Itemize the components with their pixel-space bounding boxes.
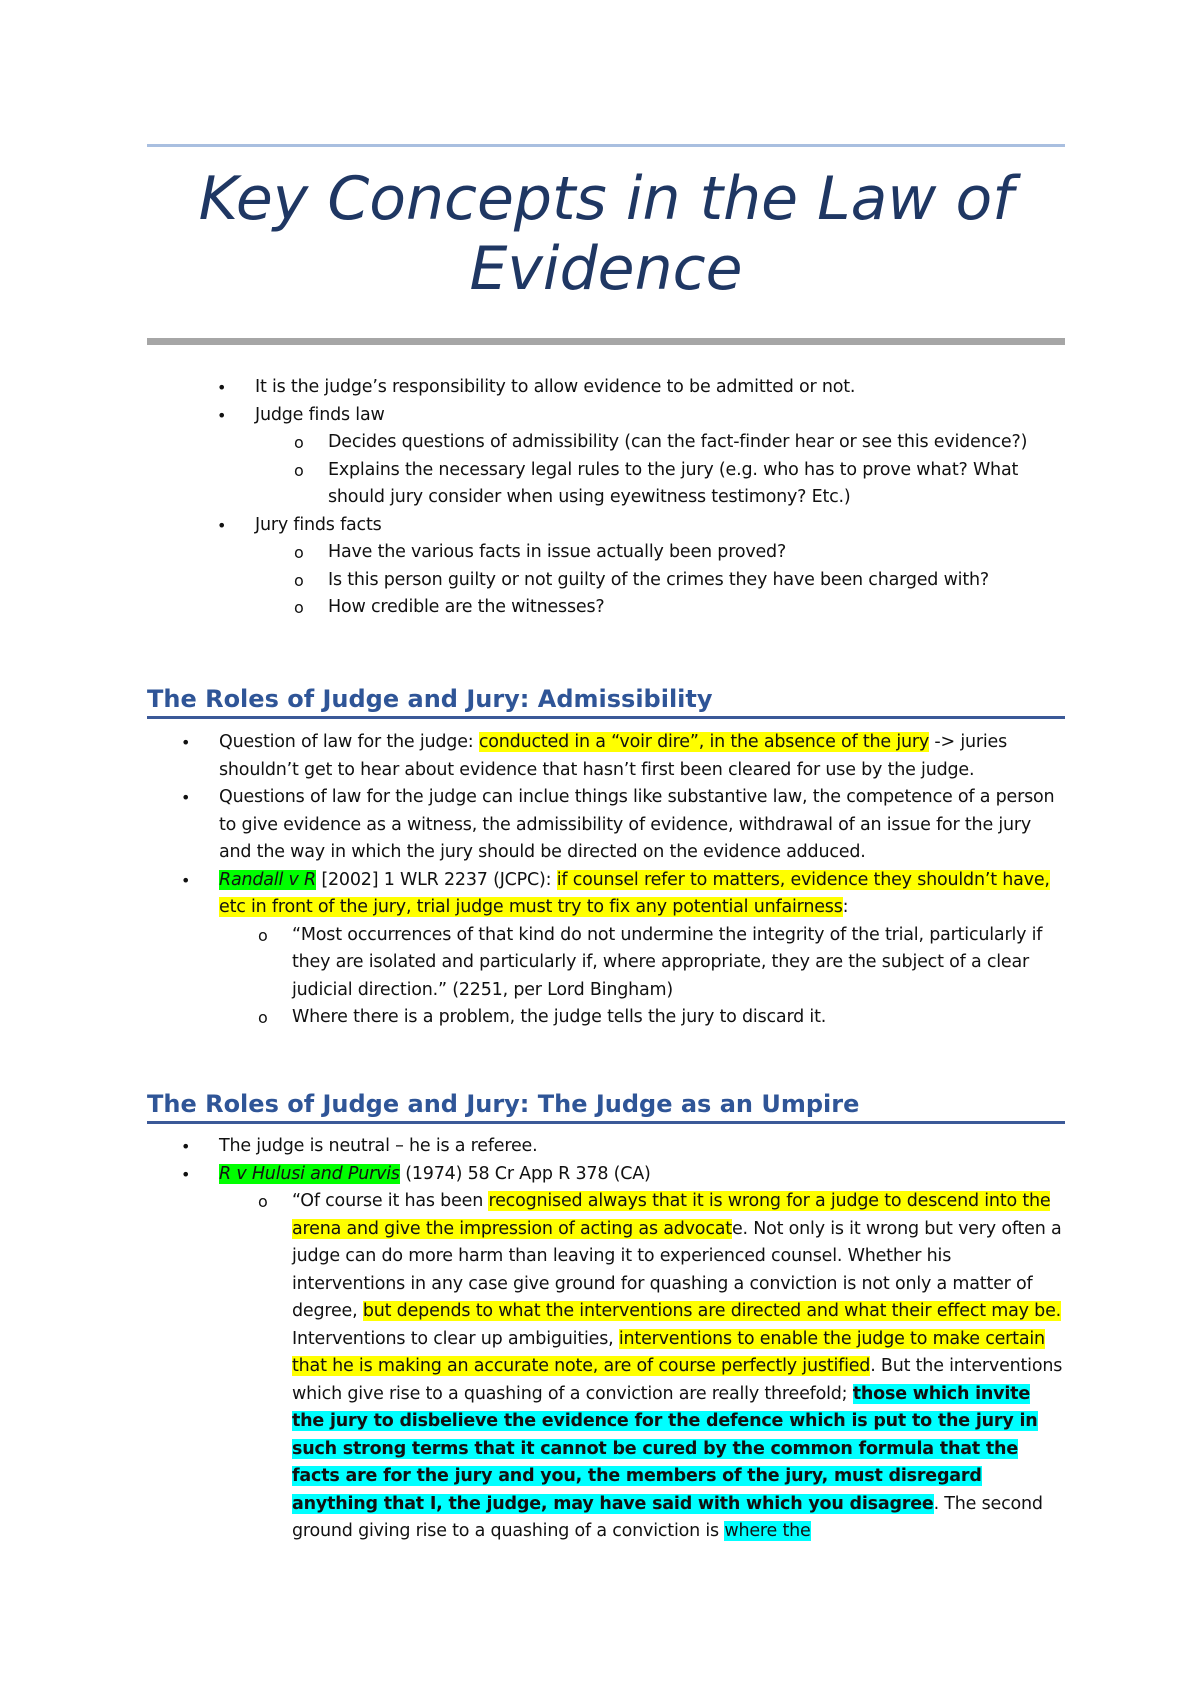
highlighted-bold-text: those which invite the jury to disbelieve the evidence for the defence which is put to the jury in such strong terms that it cannot be cured by the common formula that the facts are for the jury and you, the members of the jury, must disregard anything that I, the judge, may have said with which you disagree [292,1383,1038,1514]
title-top-rule [147,144,1065,147]
case-citation: [2002] 1 WLR 2237 (JCPC): [315,869,557,890]
list-item [147,729,1065,784]
intro-list [147,374,1065,622]
bullet-icon: • [217,378,227,397]
sub-bullet-text: Is this person guilty or not guilty of the crimes they have been charged with? [328,569,989,590]
sub-bullet-icon: o [294,543,304,562]
sub-bullet-icon: o [258,1008,268,1027]
bullet-text: Judge finds law [255,404,385,425]
case-name: R v Hulusi and Purvis [219,1163,400,1184]
bullet-icon: • [217,515,227,535]
bullet-icon: • [181,733,191,752]
list-item [147,1133,1065,1161]
bullet-text: It is the judge’s responsibility to allow evidence to be admitted or not. [255,377,856,397]
highlighted-text: recognised always that it is wrong for a judge to descend into the arena and give the impression of acting as advocat [292,1191,1051,1239]
list-item [147,867,1065,1032]
sub-bullet-icon: o [258,1192,268,1211]
admissibility-list [147,729,1065,1032]
bullet-icon: • [181,870,191,890]
sub-bullet-text: Have the various facts in issue actually been proved? [328,542,787,562]
bullet-icon: • [181,1164,191,1184]
quote-text: Interventions to clear up ambiguities, [292,1328,619,1349]
list-item [147,512,1065,540]
highlighted-text: but depends to what the interventions are directed and what their effect may be. [362,1301,1062,1321]
sub-list-item [147,922,1065,1005]
umpire-list [147,1133,1065,1546]
document-title: Key Concepts in the Law of Evidence [198,164,1014,304]
highlighted-text: if counsel refer to matters, evidence they shouldn’t have, etc in front of the jury, trial judge must try to fix any potential unfairness [219,869,1050,917]
case-citation: (1974) 58 Cr App R 378 (CA) [399,1163,651,1184]
sub-bullet-icon: o [294,570,304,590]
sub-bullet-text: Decides questions of admissibility (can the fact-finder hear or see this evidence?) [328,432,1028,452]
sub-bullet-icon: o [294,433,304,452]
sub-bullet-icon: o [294,460,304,480]
section-heading-admissibility: The Roles of Judge and Jury: Admissibility [147,684,1065,719]
sub-bullet-text: Where there is a problem, the judge tells the jury to discard it. [292,1007,827,1027]
sub-list-item [147,457,1065,512]
quote-text: . The second ground giving rise to a quashing of a conviction is [292,1493,1043,1541]
bullet-icon: • [181,788,191,807]
sub-bullet-icon: o [258,925,268,945]
quote-text: “Most occurrences of that kind do not undermine the integrity of the trial, particularly if they are isolated and particularly if, where appropriate, they are the subject of a clear judicial direction.” (2251, per Lord Bingham) [292,924,1043,1000]
bullet-text: The judge is neutral – he is a referee. [219,1136,538,1156]
list-item [147,402,1065,430]
highlighted-text: conducted in a “voir dire”, in the absence of the jury [478,732,930,752]
text-run: -> juries shouldn’t get to hear about evidence that hasn’t first been cleared for use by the judge. [219,732,1008,780]
sub-list-item [147,539,1065,567]
text-run: : [842,897,849,917]
sub-bullet-text: How credible are the witnesses? [328,597,605,617]
sub-bullet-icon: o [294,598,304,617]
sub-list-item [147,567,1065,595]
quote-text: “Of course it has been [292,1191,489,1211]
list-item [147,784,1065,867]
section-heading-umpire: The Roles of Judge and Jury: The Judge as an Umpire [147,1089,1065,1124]
sub-list-item [147,1188,1065,1546]
bullet-text: Questions of law for the judge can inclue things like substantive law, the competence of a person to give evidence as a witness, the admissibility of evidence, withdrawal of an issue for the jury and the way in which the jury should be directed on the evidence adduced. [219,787,1055,862]
sub-list-item [147,1004,1065,1032]
title-bottom-rule [147,338,1065,345]
text-run: Question of law for the judge: [219,732,479,752]
case-name: Randall v R [219,869,316,890]
bullet-icon: • [217,405,227,425]
highlighted-text: where the [724,1521,811,1541]
sub-list-item [147,594,1065,622]
quote-text: . But the interventions which give rise to a quashing of a conviction are really threefold; [292,1356,1063,1404]
sub-bullet-text: Explains the necessary legal rules to the jury (e.g. who has to prove what? What should jury consider when using eyewitness testimony? Etc.) [328,459,1019,507]
quote-text: e. Not only is it wrong but very often a judge can do more harm than leaving it to experienced counsel. Whether his interventions in any case give ground for quashing a conviction is not only a matter of degree, [292,1218,1062,1321]
highlighted-text: interventions to enable the judge to make certain that he is making an accurate note, are of course perfectly justified [292,1328,1045,1376]
sub-list-item [147,429,1065,457]
bullet-text: Jury finds facts [255,514,382,535]
bullet-icon: • [181,1137,191,1156]
list-item [147,1161,1065,1546]
list-item [147,374,1065,402]
